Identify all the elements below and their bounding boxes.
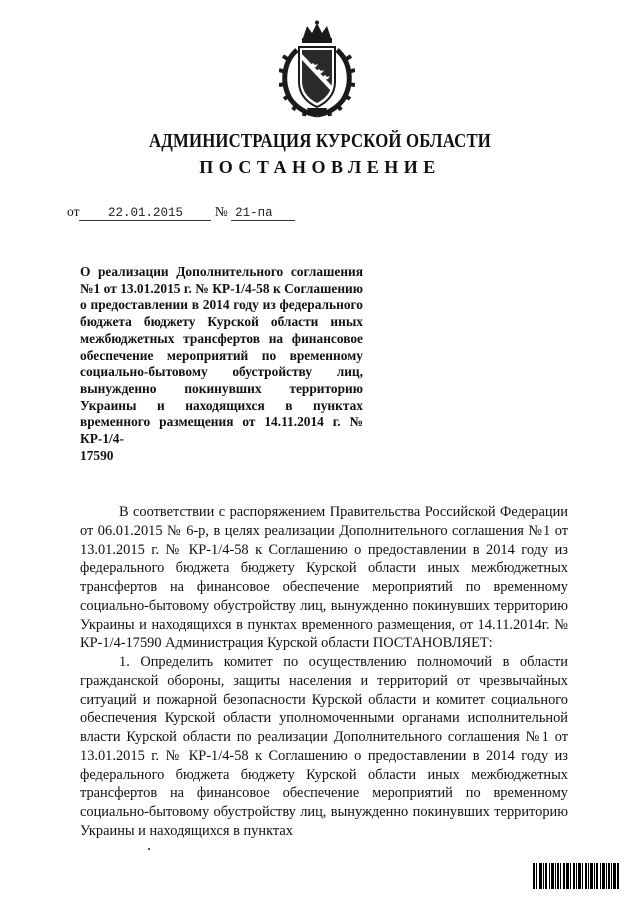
coat-of-arms-icon: [279, 20, 355, 118]
document-number: 21-па: [231, 206, 295, 221]
subject-text-end: 17590: [80, 447, 114, 463]
scan-speck: [148, 848, 150, 850]
body-item-1: 1. Определить комитет по осуществлению полномочий в области гражданской обороны, защиты населения и территорий от чрезвычайных ситуаций и пожарной безопасности Курской области и комитет социального обеспечения Курской области уполномоченными органами исполнительной власти Курской области по реализации Дополнительного соглашения №1 от 13.01.2015 г. № КР-1/4-58 к Соглашению о предоставлении в 2014 году из федерального бюджета бюджету Курской области иных межбюджетных трансфертов на финансовое обеспечение мероприятий по временному социально-бытовому обустройству лиц, вынужденно покинувших территорию Украины и находящихся в пунктах: [80, 654, 568, 839]
number-prefix: №: [214, 204, 228, 219]
barcode-icon: [533, 863, 619, 889]
organization-name: АДМИНИСТРАЦИЯ КУРСКОЙ ОБЛАСТИ: [148, 131, 492, 152]
document-type: ПОСТАНОВЛЕНИЕ: [199, 157, 441, 177]
date-prefix: от: [67, 204, 80, 219]
date-number-line: [67, 204, 295, 221]
document-body: [80, 503, 568, 841]
document-subject: [80, 264, 363, 464]
document-date: 22.01.2015: [79, 206, 211, 221]
body-intro-paragraph: В соответствии с распоряжением Правительства Российской Федерации от 06.01.2015 № 6-р, в целях реализации Дополнительного соглашения №1 от 13.01.2015 г. № КР-1/4-58 к Соглашению о предоставлении в 2014 году из федерального бюджета бюджету Курской области иных межбюджетных трансфертов на финансовое обеспечение мероприятий по временному социально-бытовому обустройству лиц, вынужденно покинувших территорию Украины и находящихся в пунктах временного размещения, от 14.11.2014г. № КР-1/4-17590 Администрация Курской области ПОСТАНОВЛЯЕТ:: [80, 504, 568, 652]
subject-text: О реализации Дополнительного соглашения №1 от 13.01.2015 г. № КР-1/4-58 к Соглашению о предоставлении в 2014 году из федерального бюджета бюджету Курской области иных межбюджетных трансфертов на финансовое обеспечение мероприятий по временному социально-бытовому обустройству лиц, вынужденно покинувших территорию Украины и находящихся в пунктах временного размещения от 14.11.2014 г. № КР-1/4-: [80, 264, 363, 447]
